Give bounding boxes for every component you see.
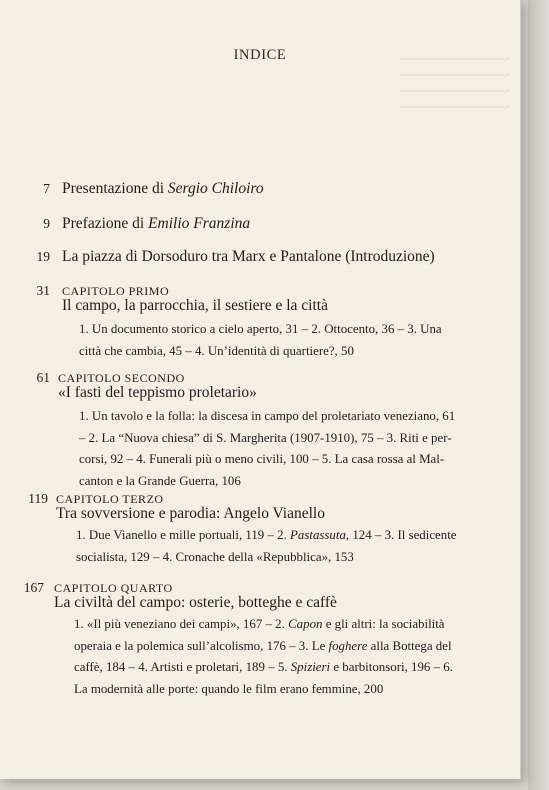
page-number: 19	[36, 249, 50, 264]
show-through-text	[400, 58, 510, 118]
section-line: città che cambia, 45 – 4. Un’identità di quartiere?, 50	[79, 343, 354, 358]
page-number: 119	[28, 491, 48, 506]
chapter-title: Il campo, la parrocchia, il sestiere e la città	[62, 297, 328, 314]
section-line: operaia e la polemica sull’alcolismo, 176 – 3. Le foghere alla Bottega del	[74, 638, 452, 653]
chapter-sections	[74, 614, 453, 700]
section-line: 1. Due Vianello e mille portuali, 119 – 2. Pastassuta, 124 – 3. Il sedicente	[76, 528, 457, 542]
chapter-label: CAPITOLO TERZO	[56, 492, 164, 506]
section-line: caffè, 184 – 4. Artisti e proletari, 189 – 5. Spizieri e barbitonsori, 196 – 6.	[74, 660, 453, 674]
page-number: 61	[36, 370, 50, 385]
entry-text: Prefazione di Emilio Franzina	[62, 215, 251, 232]
page-number: 7	[43, 181, 50, 196]
background-surface	[528, 0, 549, 790]
section-line: – 2. La “Nuova chiesa” di S. Margherita (1907-1910), 75 – 3. Riti e per-	[79, 430, 452, 445]
page-number: 9	[43, 216, 50, 231]
chapter-label: CAPITOLO PRIMO	[62, 284, 170, 298]
section-line: canton e la Grande Guerra, 106	[79, 473, 241, 488]
section-line: socialista, 129 – 4. Cronache della «Repubblica», 153	[76, 549, 354, 564]
chapter-title: Tra sovversione e parodia: Angelo Vianello	[56, 505, 325, 522]
page-number: 167	[23, 580, 44, 595]
chapter-sections	[76, 525, 457, 568]
section-line: 1. «Il più veneziano dei campi», 167 – 2. Capon e gli altri: la sociabilità	[74, 617, 445, 631]
chapter-label: CAPITOLO SECONDO	[58, 371, 185, 385]
entry-text: Presentazione di Sergio Chiloiro	[62, 180, 264, 197]
chapter-sections	[79, 406, 456, 492]
chapter-title: «I fasti del teppismo proletario»	[58, 384, 257, 401]
page-number: 31	[36, 283, 50, 298]
chapter-label: CAPITOLO QUARTO	[54, 581, 173, 595]
entry-text: La piazza di Dorsoduro tra Marx e Pantalone (Introduzione)	[62, 248, 435, 265]
page-title: INDICE	[233, 47, 287, 63]
section-line: 1. Un tavolo e la folla: la discesa in campo del proletariato veneziano, 61	[79, 409, 456, 423]
section-line: 1. Un documento storico a cielo aperto, 31 – 2. Ottocento, 36 – 3. Una	[79, 322, 442, 336]
section-line: La modernità alle porte: quando le film erano femmine, 200	[74, 681, 384, 696]
section-line: corsi, 92 – 4. Funerali più o meno civili, 100 – 5. La casa rossa al Mal-	[79, 452, 445, 466]
chapter-sections	[79, 319, 442, 362]
chapter-title: La civiltà del campo: osterie, botteghe e caffè	[54, 594, 337, 611]
